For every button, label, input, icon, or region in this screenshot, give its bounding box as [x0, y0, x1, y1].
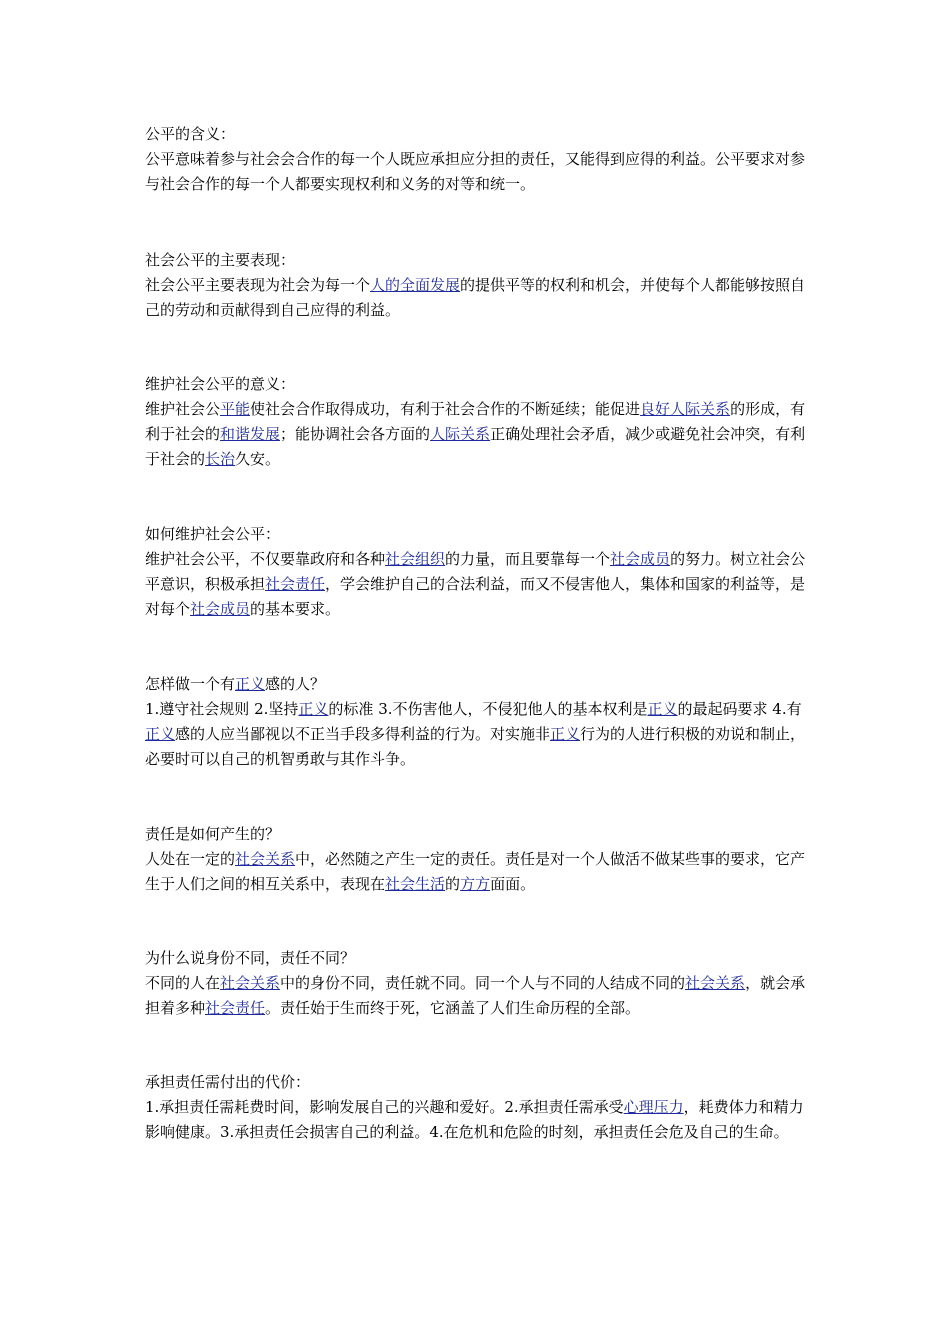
- text-run: 感的人？: [265, 675, 326, 693]
- section-body: [145, 147, 815, 197]
- section-fairness-meaning: [145, 122, 815, 197]
- section-body: [145, 397, 815, 472]
- hyperlink[interactable]: 社会关系: [235, 850, 296, 868]
- section-body: [145, 971, 815, 1021]
- section-body: [145, 847, 815, 897]
- hyperlink[interactable]: 方方: [460, 875, 491, 893]
- section-heading: 责任是如何产生的？: [145, 825, 281, 843]
- text-run: 维护社会公平，不仅要靠政府和各种: [145, 550, 386, 568]
- text-run: 的力量，而且要靠每一个: [445, 550, 611, 568]
- hyperlink[interactable]: 社会关系: [220, 974, 281, 992]
- hyperlink[interactable]: 人际关系: [430, 425, 491, 443]
- text-run: ；能协调社会各方面的: [280, 425, 431, 443]
- section-heading: 维护社会公平的意义：: [145, 375, 296, 393]
- hyperlink[interactable]: 社会成员: [190, 600, 251, 618]
- section-social-fairness-forms: [145, 248, 815, 323]
- section-body: [145, 273, 815, 323]
- hyperlink[interactable]: 长治: [205, 450, 236, 468]
- hyperlink[interactable]: 社会生活: [385, 875, 446, 893]
- hyperlink[interactable]: 人的全面发展: [370, 276, 461, 294]
- hyperlink[interactable]: 社会成员: [610, 550, 671, 568]
- text-run: 面面。: [490, 875, 536, 893]
- text-run: 感的人应当鄙视以不正当手段多得利益的行为。对实施非: [175, 725, 551, 743]
- section-heading: 如何维护社会公平：: [145, 525, 281, 543]
- text-run: 中的身份不同，责任就不同。同一个人与不同的人结成不同的: [280, 974, 686, 992]
- hyperlink[interactable]: 正义: [235, 675, 266, 693]
- text-run: 中，必然随之产生一定的责任。责任是对一个人做活不做某些事的要求，它产生于人们之间的相互关系中，表现在: [145, 850, 806, 893]
- text-run: 人处在一定的: [145, 850, 236, 868]
- text-run: 1.遵守社会规则 2.坚持: [145, 700, 299, 718]
- hyperlink[interactable]: 社会组织: [385, 550, 446, 568]
- hyperlink[interactable]: 社会关系: [685, 974, 746, 992]
- text-run: ，耗费体力和精力影响健康。3.承担责任会损害自己的利益。4.在危机和危险的时刻，承担责任会危及自己的生命。: [145, 1098, 804, 1141]
- section-heading: 社会公平的主要表现：: [145, 251, 296, 269]
- hyperlink[interactable]: 社会责任: [205, 999, 266, 1017]
- text-run: 维护社会公: [145, 400, 221, 418]
- text-run: 正确处理社会矛盾，减少或避免社会冲突，有利于社会的: [145, 425, 806, 468]
- text-run: 怎样做一个有: [145, 675, 236, 693]
- text-run: 的标准 3.不伤害他人，不侵犯他人的基本权利是: [328, 700, 648, 718]
- text-run: 社会公平主要表现为社会为每一个: [145, 276, 371, 294]
- text-run: 的形成，有利于社会的: [145, 400, 806, 443]
- hyperlink[interactable]: 社会责任: [265, 575, 326, 593]
- hyperlink[interactable]: 正义: [550, 725, 581, 743]
- text-run: 的提供平等的权利和机会，并使每个人都能够按照自己的劳动和贡献得到自己应得的利益。: [145, 276, 806, 319]
- section-body: [145, 1095, 815, 1145]
- text-run: 不同的人在: [145, 974, 221, 992]
- section-body: [145, 697, 815, 772]
- text-run: 行为的人进行积极的劝说和制止，必要时可以自己的机智勇敢与其作斗争。: [145, 725, 806, 768]
- section-heading: 为什么说身份不同，责任不同？: [145, 949, 356, 967]
- section-identity-responsibility: [145, 946, 815, 1021]
- section-responsibility-origin: [145, 822, 815, 897]
- section-heading: 公平的含义：: [145, 125, 236, 143]
- text-run: 公平意味着参与社会会合作的每一个人既应承担应分担的责任，又能得到应得的利益。公平要求对参与社会合作的每一个人都要实现权利和义务的对等和统一。: [145, 150, 806, 193]
- text-run: 的基本要求。: [250, 600, 341, 618]
- section-justice-person: [145, 672, 815, 772]
- hyperlink[interactable]: 正义: [145, 725, 176, 743]
- section-responsibility-cost: [145, 1070, 815, 1145]
- section-heading: [145, 672, 815, 697]
- text-run: 。责任始于生而终于死，它涵盖了人们生命历程的全部。: [265, 999, 641, 1017]
- hyperlink[interactable]: 平能: [220, 400, 251, 418]
- hyperlink[interactable]: 正义: [298, 700, 329, 718]
- hyperlink[interactable]: 良好人际关系: [640, 400, 731, 418]
- text-run: 的: [445, 875, 461, 893]
- hyperlink[interactable]: 心理压力: [623, 1098, 684, 1116]
- hyperlink[interactable]: 正义: [647, 700, 678, 718]
- section-heading: 承担责任需付出的代价：: [145, 1073, 311, 1091]
- hyperlink[interactable]: 和谐发展: [220, 425, 281, 443]
- text-run: 使社会合作取得成功，有利于社会合作的不断延续；能促进: [250, 400, 641, 418]
- text-run: ，就会承担着多种: [145, 974, 806, 1017]
- section-body: [145, 547, 815, 622]
- section-fairness-significance: [145, 372, 815, 472]
- section-how-maintain-fairness: [145, 522, 815, 622]
- text-run: 久安。: [235, 450, 281, 468]
- text-run: ，学会维护自己的合法利益，而又不侵害他人，集体和国家的利益等，是对每个: [145, 575, 806, 618]
- text-run: 1.承担责任需耗费时间，影响发展自己的兴趣和爱好。2.承担责任需承受: [145, 1098, 624, 1116]
- text-run: 的努力。树立社会公平意识，积极承担: [145, 550, 806, 593]
- text-run: 的最起码要求 4.有: [677, 700, 802, 718]
